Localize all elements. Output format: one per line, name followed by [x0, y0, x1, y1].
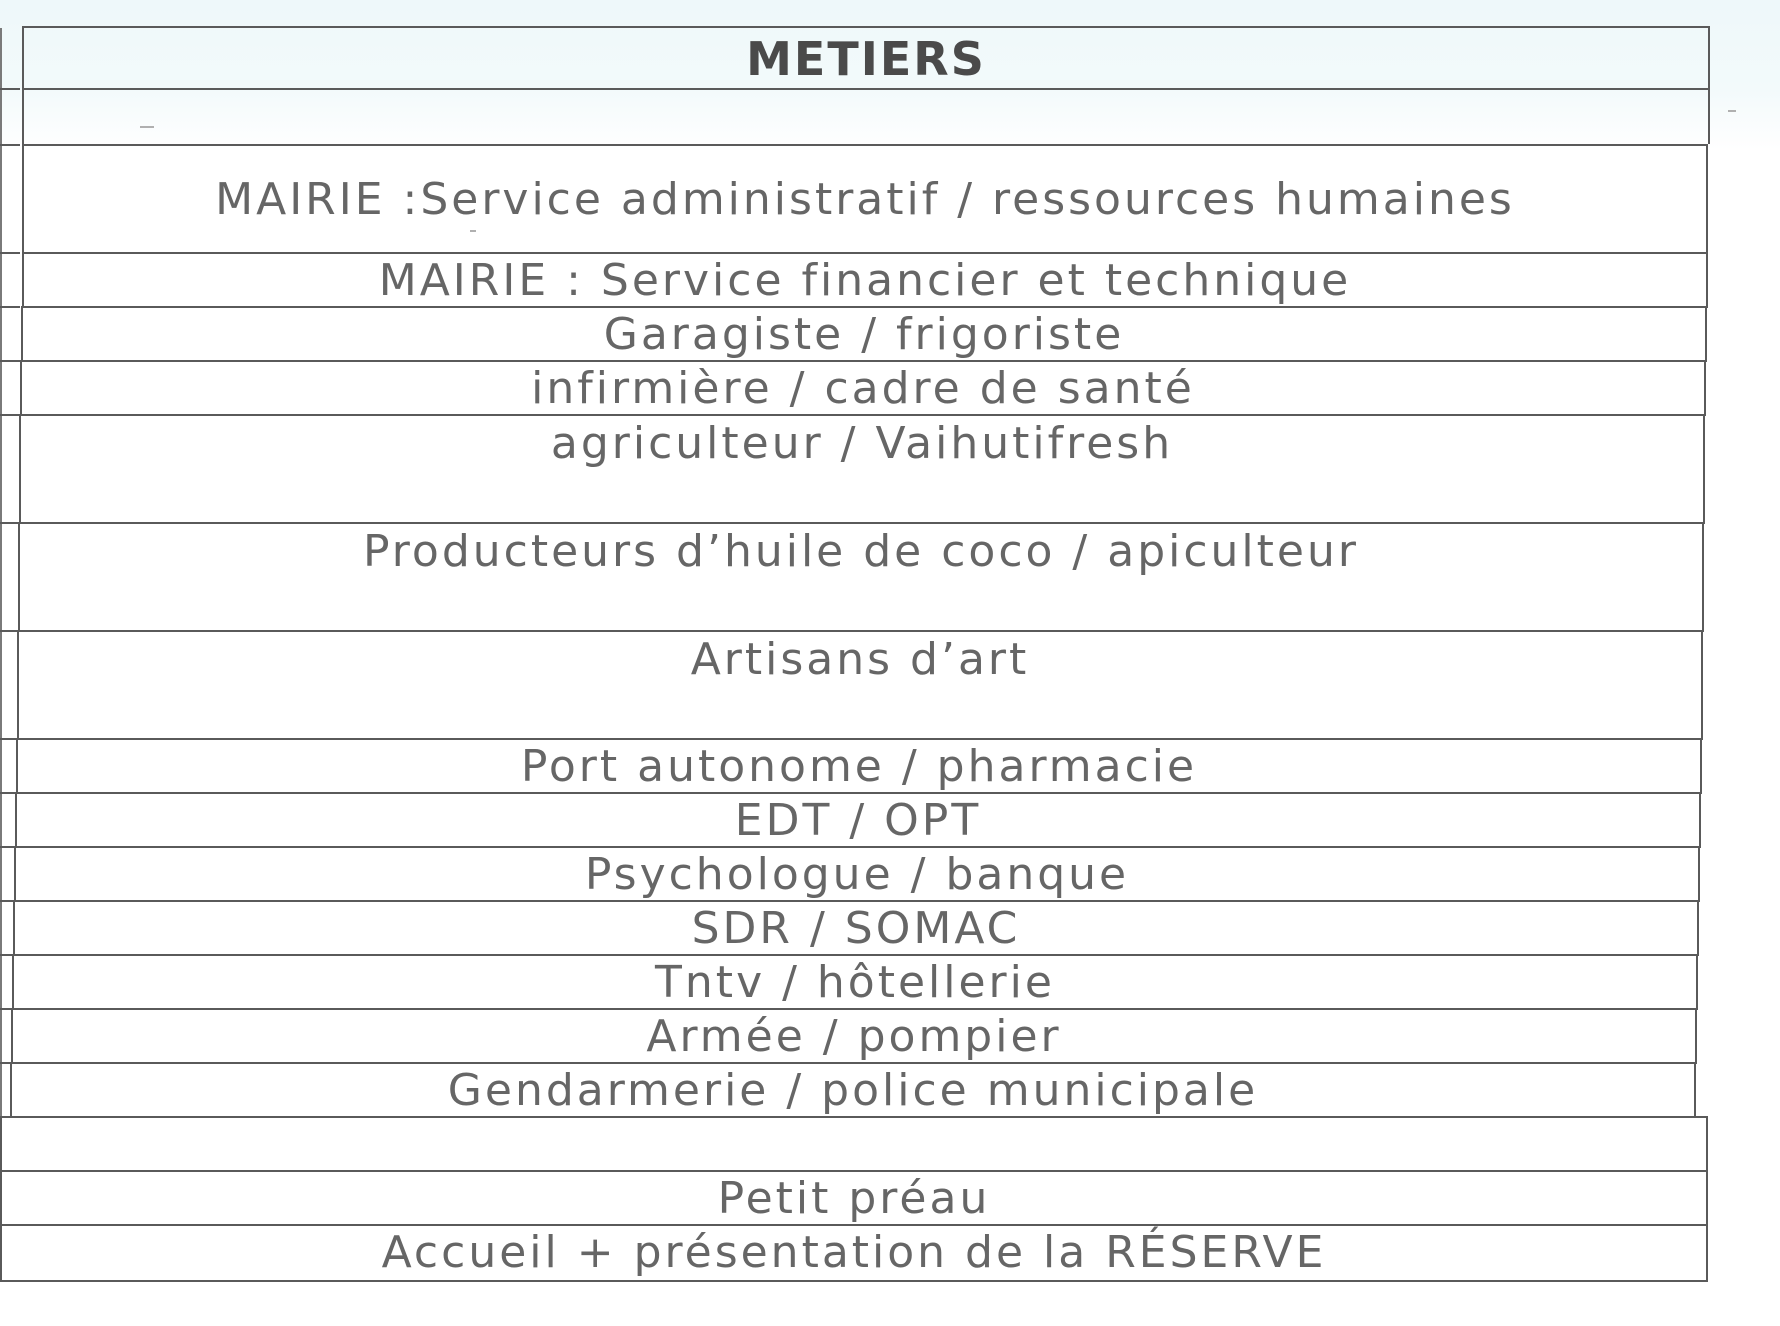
row-text: infirmière / cadre de santé: [531, 363, 1195, 414]
row-text: Armée / pompier: [646, 1011, 1062, 1062]
table-row-petit-preau: [0, 1170, 1708, 1226]
table-row-infirmiere: [20, 360, 1706, 416]
table-row-producteurs: [18, 522, 1704, 632]
table-row-mairie-finance: [22, 252, 1708, 308]
scan-speck: [140, 126, 154, 128]
table-row-sdr: [13, 900, 1699, 956]
table-row-tntv: [12, 954, 1698, 1010]
table-row-accueil: [0, 1224, 1708, 1282]
table-row-mairie-admin: [22, 144, 1708, 254]
margin-tick: [0, 1062, 20, 1064]
table-row-psychologue: [14, 846, 1700, 902]
table-row-garagiste: [21, 306, 1707, 362]
row-text: Garagiste / frigoriste: [603, 309, 1125, 360]
table-row-edt: [15, 792, 1701, 848]
header-title: METIERS: [746, 32, 986, 86]
margin-tick: [0, 522, 20, 524]
row-text: Gendarmerie / police municipale: [447, 1065, 1259, 1116]
row-text: Port autonome / pharmacie: [520, 741, 1198, 792]
row-text: MAIRIE :Service administratif / ressources humaines: [215, 174, 1515, 225]
table-header: [22, 26, 1710, 90]
margin-tick: [0, 900, 20, 902]
row-text: agriculteur / Vaihutifresh: [550, 418, 1174, 469]
scan-speck: [470, 230, 476, 232]
row-text: Tntv / hôtellerie: [655, 957, 1055, 1008]
margin-tick: [0, 1008, 20, 1010]
table-row-empty-2: [0, 1116, 1708, 1172]
row-text: SDR / SOMAC: [691, 903, 1021, 954]
margin-tick: [0, 252, 20, 254]
table-row-artisans: [17, 630, 1703, 740]
row-text: EDT / OPT: [734, 795, 982, 846]
margin-tick: [0, 414, 20, 416]
table-row-empty-1: [22, 88, 1710, 144]
row-text: Producteurs d’huile de coco / apiculteur: [363, 526, 1359, 577]
row-text: Artisans d’art: [690, 634, 1030, 685]
margin-tick: [0, 360, 20, 362]
row-text: Petit préau: [717, 1173, 991, 1224]
table-row-agriculteur: [19, 414, 1705, 524]
margin-tick: [0, 738, 20, 740]
row-text: Psychologue / banque: [584, 849, 1130, 900]
margin-tick: [0, 144, 20, 146]
scan-speck: [1728, 110, 1736, 112]
margin-tick: [0, 792, 20, 794]
margin-tick: [0, 630, 20, 632]
margin-tick: [0, 954, 20, 956]
row-text: MAIRIE : Service financier et technique: [378, 255, 1352, 306]
table-row-port: [16, 738, 1702, 794]
table-row-armee: [11, 1008, 1697, 1064]
margin-tick: [0, 846, 20, 848]
margin-tick: [0, 88, 20, 90]
margin-tick: [0, 306, 20, 308]
table-row-gendarmerie: [10, 1062, 1696, 1118]
row-text: Accueil + présentation de la RÉSERVE: [381, 1227, 1327, 1278]
